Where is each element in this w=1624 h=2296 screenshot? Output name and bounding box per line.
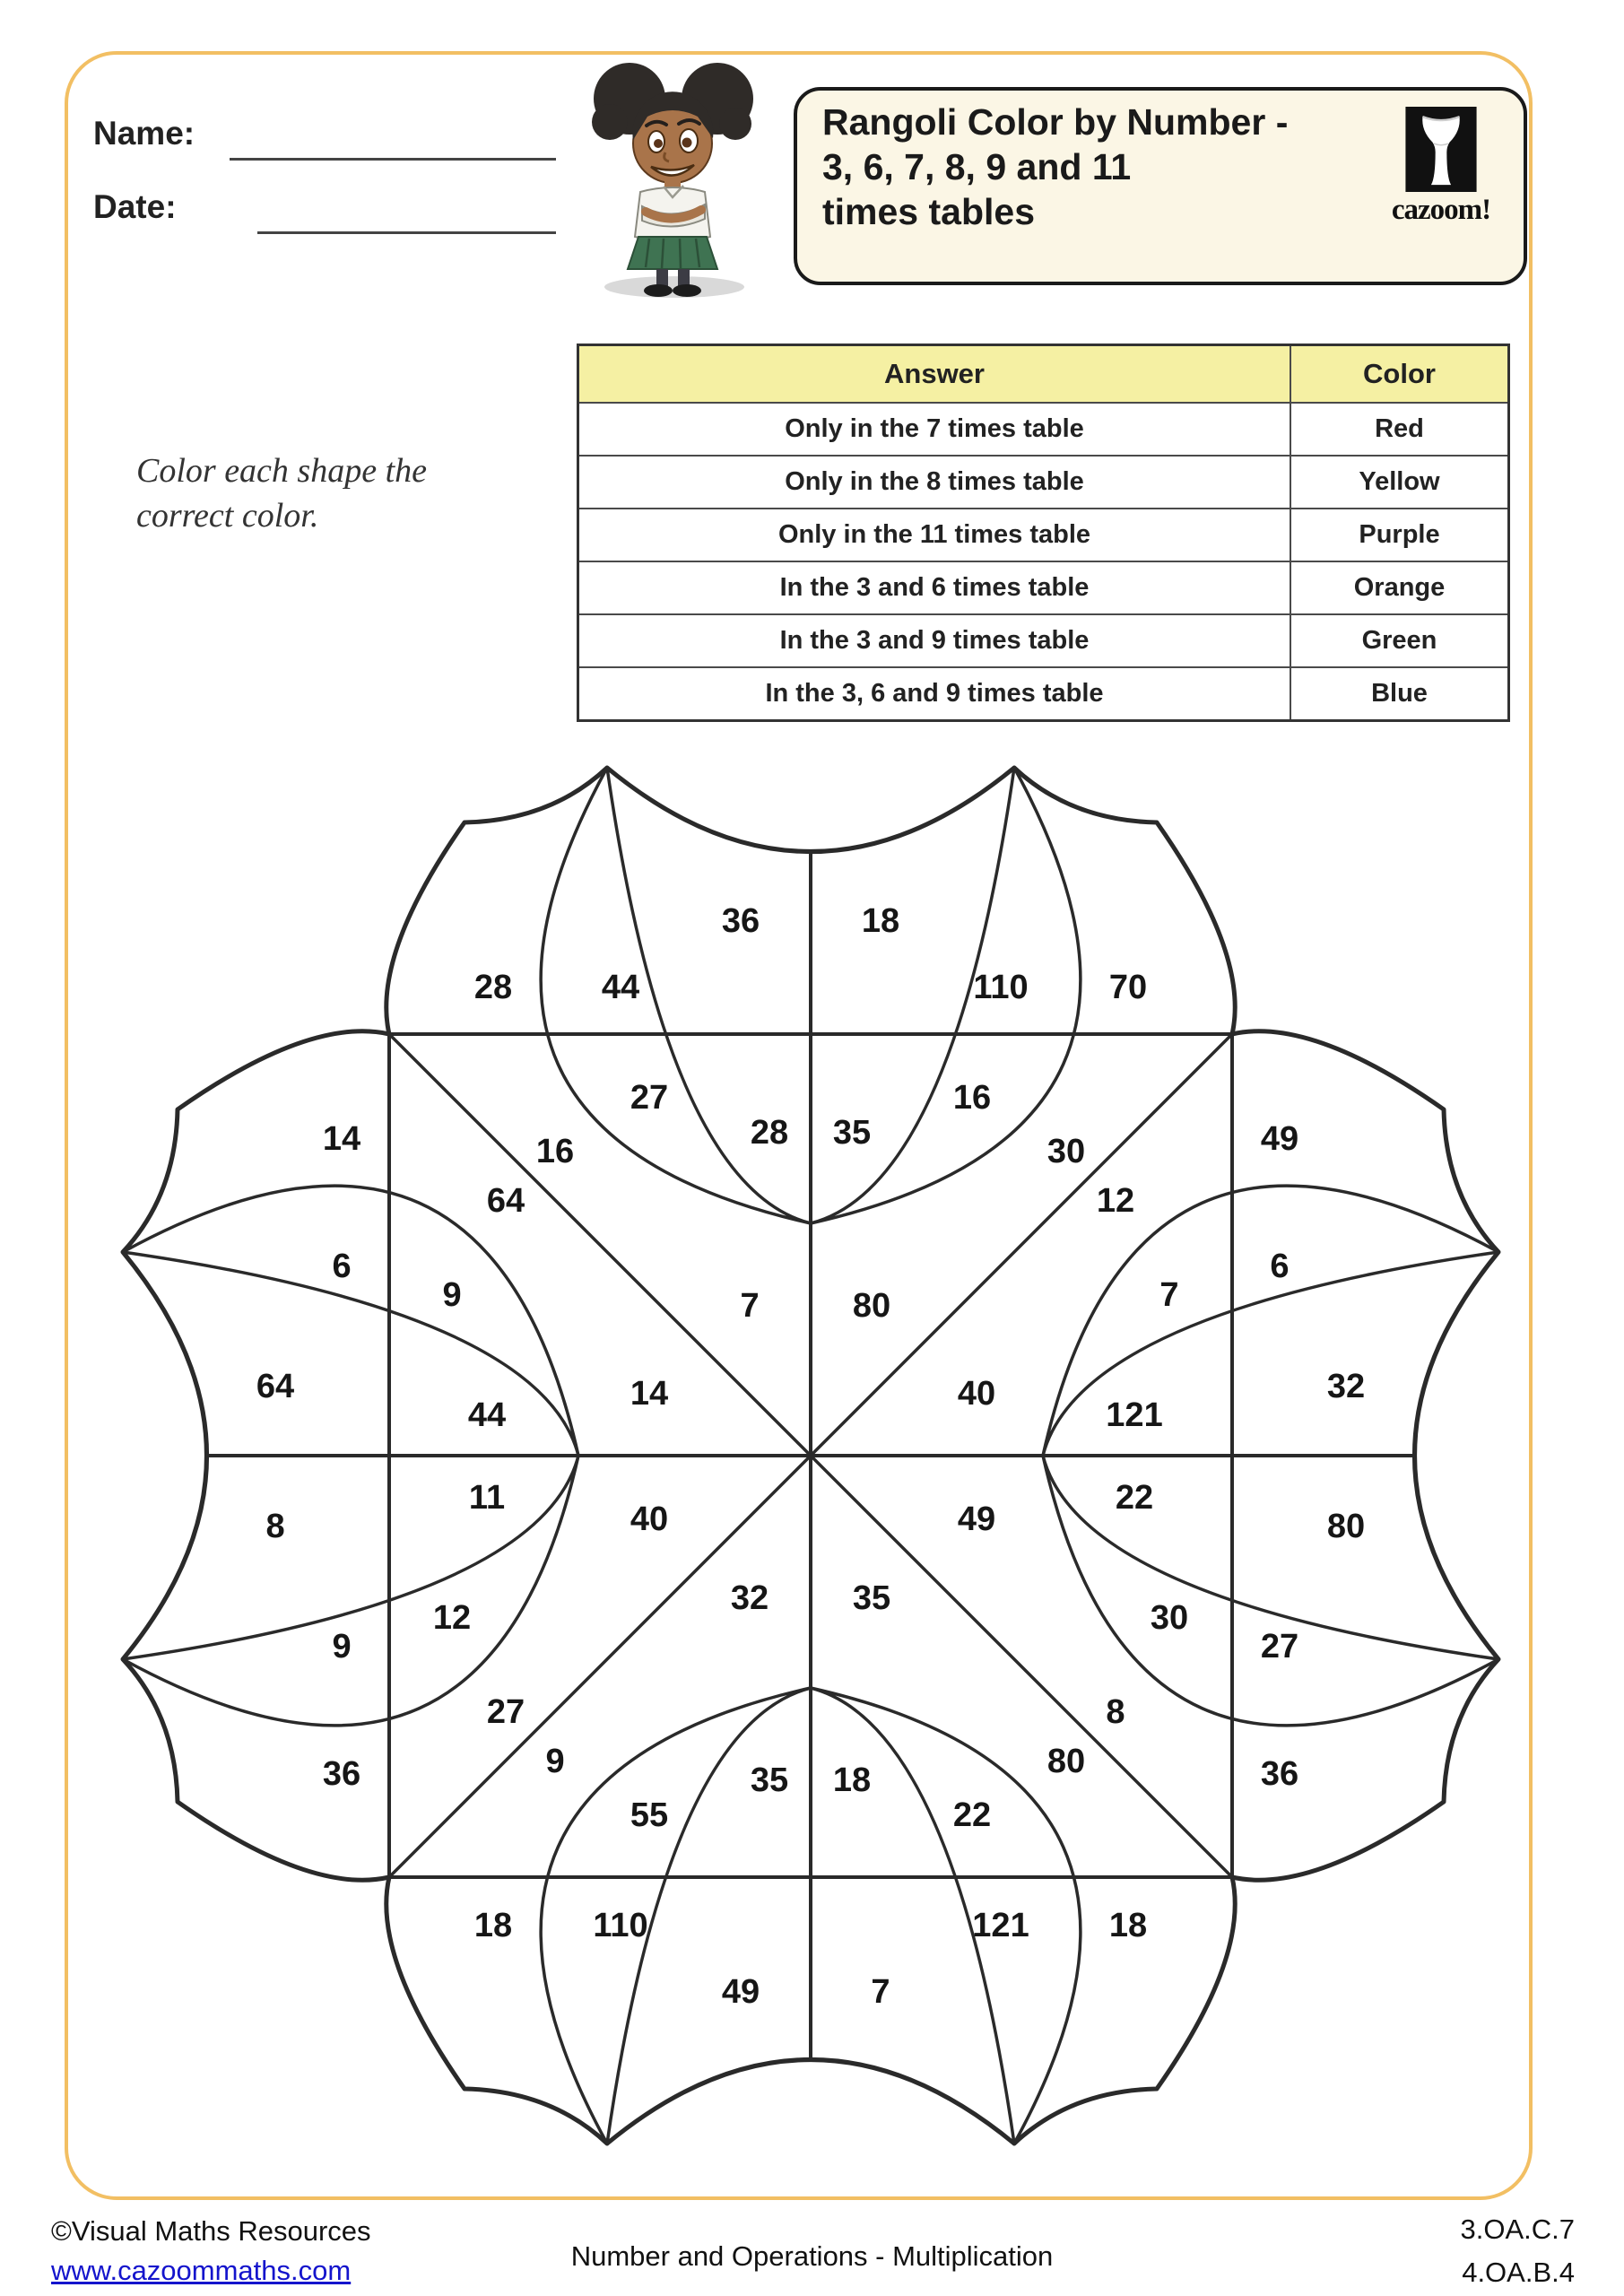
rangoli-number: 49: [957, 1500, 996, 1538]
rangoli-figure: [54, 700, 1568, 2212]
rangoli-number: 14: [322, 1120, 361, 1158]
rangoli-number: 49: [1260, 1120, 1299, 1158]
rangoli-number: 35: [832, 1114, 872, 1152]
key-answer-cell: In the 3 and 6 times table: [578, 561, 1291, 614]
rangoli-number: 121: [1106, 1396, 1163, 1434]
rangoli-number: 7: [871, 1973, 890, 2011]
rangoli-number: 49: [721, 1973, 760, 2011]
rangoli-number: 28: [750, 1114, 789, 1152]
key-color-cell: Blue: [1290, 667, 1509, 721]
title-box: [794, 87, 1527, 285]
key-answer-cell: In the 3, 6 and 9 times table: [578, 667, 1291, 721]
key-row: [578, 561, 1509, 614]
rangoli-number: 14: [630, 1375, 669, 1413]
rangoli-number: 30: [1046, 1133, 1086, 1170]
standard-code-2: 4.OA.B.4: [1462, 2257, 1575, 2288]
rangoli-number: 8: [1106, 1693, 1125, 1731]
rangoli-number: 70: [1108, 969, 1148, 1006]
rangoli-number: 7: [740, 1287, 760, 1325]
rangoli-number: 18: [1108, 1907, 1148, 1944]
key-color-cell: Green: [1290, 614, 1509, 667]
rangoli-number: 18: [861, 902, 900, 940]
rangoli-number: 40: [957, 1375, 996, 1413]
rangoli-number: 22: [952, 1796, 992, 1834]
rangoli-number: 7: [1159, 1276, 1179, 1314]
subject-strand-text: Number and Operations - Multiplication: [570, 2240, 1054, 2272]
key-row: [578, 614, 1509, 667]
rangoli-number: 80: [1046, 1743, 1086, 1780]
rangoli-number: 12: [1096, 1182, 1135, 1220]
key-answer-cell: Only in the 11 times table: [578, 509, 1291, 561]
rangoli-number: 9: [442, 1276, 462, 1314]
rangoli-number: 6: [332, 1248, 352, 1285]
key-row: [578, 403, 1509, 456]
key-color-cell: Orange: [1290, 561, 1509, 614]
rangoli-number: 40: [630, 1500, 669, 1538]
standard-code-1: 3.OA.C.7: [1460, 2213, 1575, 2245]
color-key-table: [577, 344, 1510, 722]
drum-icon: [1405, 107, 1477, 192]
rangoli-number: 110: [973, 969, 1029, 1006]
rangoli-number: 44: [601, 969, 640, 1006]
date-label: Date:: [93, 188, 177, 225]
key-color-cell: Red: [1290, 403, 1509, 456]
rangoli-number: 8: [265, 1508, 285, 1545]
rangoli-number: 80: [1326, 1508, 1366, 1545]
rangoli-number: 18: [473, 1907, 513, 1944]
rangoli-number: 9: [332, 1628, 352, 1665]
cazoom-logo: [1378, 107, 1504, 227]
key-color-cell: Purple: [1290, 509, 1509, 561]
rangoli-number: 55: [630, 1796, 669, 1834]
date-input-line[interactable]: [257, 231, 556, 234]
rangoli-number: 110: [593, 1907, 648, 1944]
rangoli-number: 36: [721, 902, 760, 940]
girl-illustration: [563, 52, 786, 301]
name-input-line[interactable]: [230, 158, 556, 161]
rangoli-number: 11: [468, 1479, 506, 1517]
rangoli-number: 16: [535, 1133, 575, 1170]
rangoli-number: 16: [952, 1079, 992, 1117]
rangoli-number: 9: [545, 1743, 565, 1780]
rangoli-number: 35: [750, 1761, 789, 1799]
key-answer-cell: Only in the 7 times table: [578, 403, 1291, 456]
rangoli-number: 6: [1270, 1248, 1290, 1285]
instruction-text: Color each shape the correct color.: [136, 452, 428, 535]
rangoli-number: 121: [972, 1907, 1029, 1944]
color-column-header: Color: [1290, 345, 1509, 404]
logo-wordmark: cazoom!: [1391, 194, 1491, 226]
rangoli-number: 22: [1115, 1479, 1154, 1517]
rangoli-number: 80: [852, 1287, 891, 1325]
rangoli-number: 36: [1260, 1755, 1299, 1793]
rangoli-number: 32: [1326, 1368, 1366, 1405]
rangoli-number: 32: [730, 1579, 769, 1617]
key-row: [578, 509, 1509, 561]
worksheet-title: Rangoli Color by Number - 3, 6, 7, 8, 9 and 11 times tables: [822, 101, 1289, 232]
key-answer-cell: In the 3 and 9 times table: [578, 614, 1291, 667]
rangoli-number: 64: [256, 1368, 295, 1405]
rangoli-number: 27: [486, 1693, 525, 1731]
rangoli-number: 27: [630, 1079, 669, 1117]
key-color-cell: Yellow: [1290, 456, 1509, 509]
key-row: [578, 456, 1509, 509]
key-answer-cell: Only in the 8 times table: [578, 456, 1291, 509]
rangoli-number: 36: [322, 1755, 361, 1793]
rangoli-number: 12: [432, 1599, 472, 1637]
rangoli-number: 64: [486, 1182, 525, 1220]
copyright-text: ©Visual Maths Resources: [51, 2215, 371, 2247]
key-header-row: [578, 345, 1509, 404]
website-link[interactable]: www.cazoommaths.com: [51, 2255, 352, 2286]
rangoli-number: 27: [1260, 1628, 1299, 1665]
answer-column-header: Answer: [578, 345, 1291, 404]
name-label: Name:: [93, 115, 195, 152]
rangoli-number: 28: [473, 969, 513, 1006]
rangoli-number: 30: [1150, 1599, 1189, 1637]
rangoli-number: 35: [852, 1579, 891, 1617]
rangoli-number: 44: [467, 1396, 507, 1434]
rangoli-number: 18: [832, 1761, 872, 1799]
